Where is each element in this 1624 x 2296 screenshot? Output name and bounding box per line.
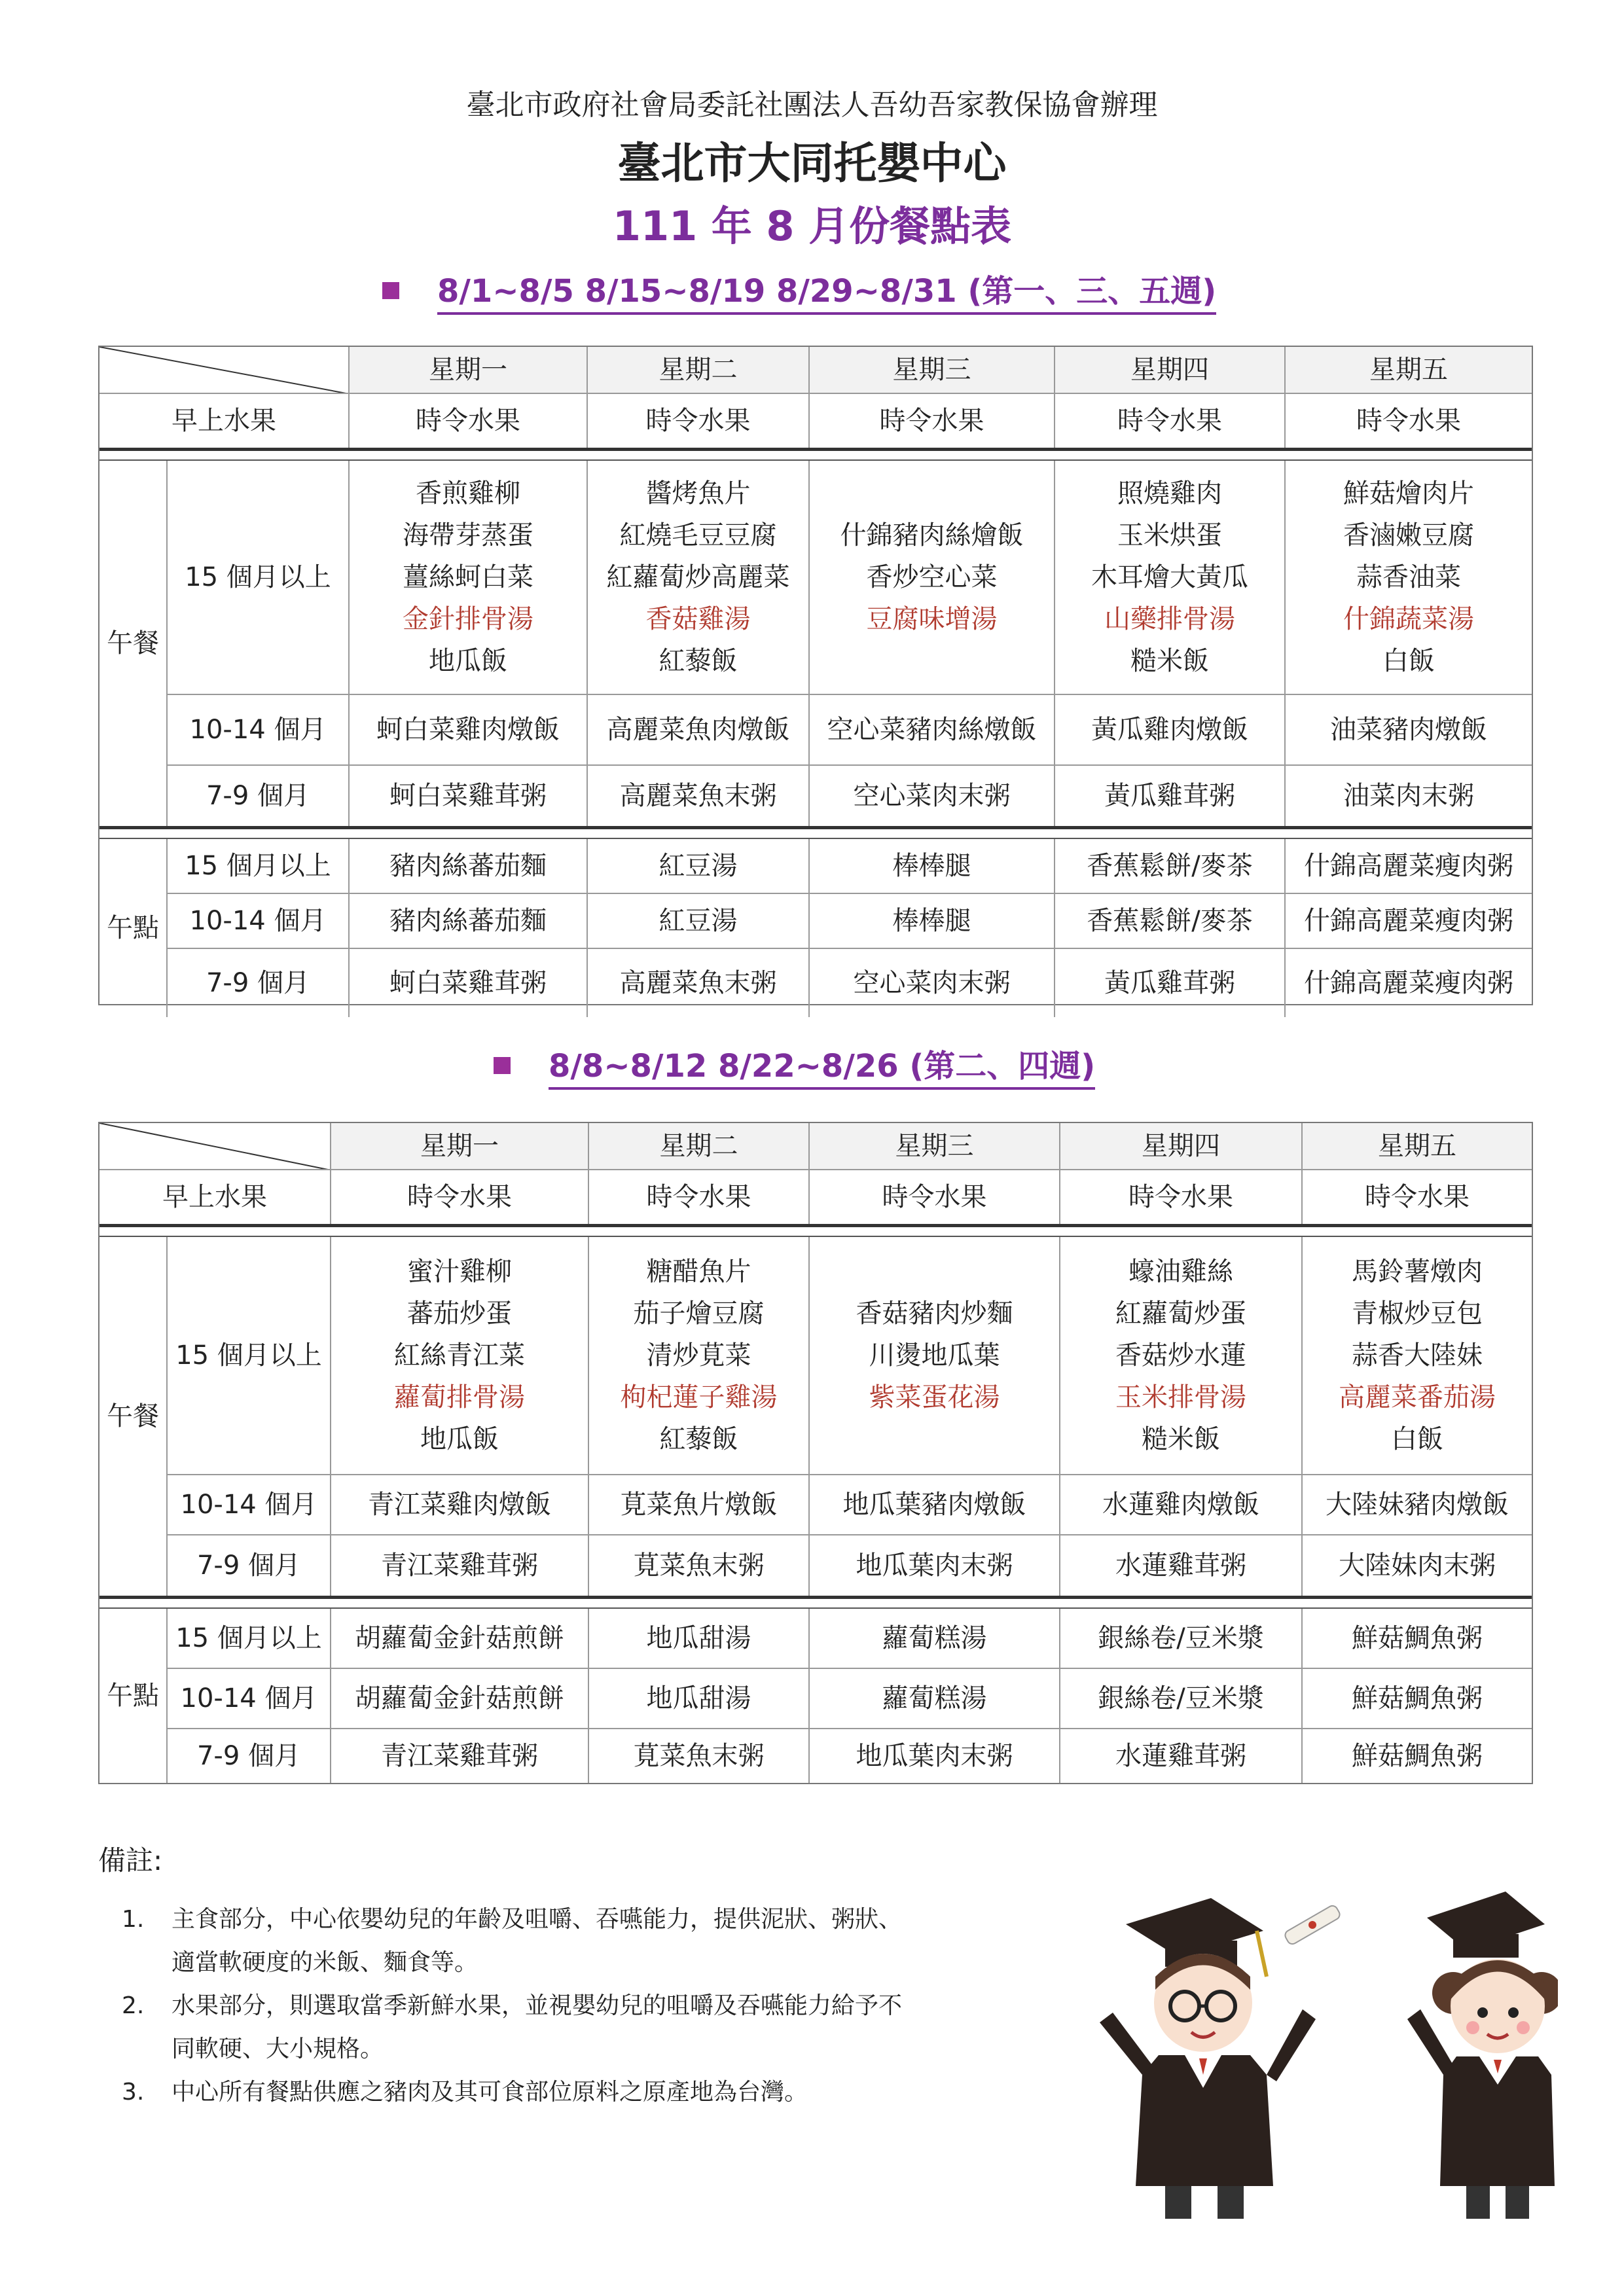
day-header: 星期四 [1055,347,1286,394]
square-bullet-icon [382,282,399,299]
lunch-cell: 蚵白菜雞肉燉飯 [350,695,588,766]
snack-cell: 地瓜甜湯 [589,1609,810,1669]
lunch-label: 午餐 [99,1237,168,1596]
lunch-cell: 高麗菜魚末粥 [588,766,810,826]
age-label: 10-14 個月 [168,1669,331,1729]
snack-cell: 胡蘿蔔金針菇煎餅 [331,1669,589,1729]
snack-cell: 地瓜葉肉末粥 [810,1729,1060,1783]
age-label: 10-14 個月 [168,894,350,949]
dish-item: 糙米飯 [1130,646,1209,676]
lunch-cell: 油菜肉末粥 [1343,780,1474,811]
breakfast-cell: 時令水果 [588,394,810,448]
dish-item: 蒜香大陸妹 [1352,1340,1483,1371]
dish-item: 青椒炒豆包 [1352,1299,1483,1329]
dish-item: 香炒空心菜 [866,562,998,592]
snack-cell: 水蓮雞茸粥 [1060,1729,1303,1783]
dish-item: 紅藜飯 [659,1424,738,1454]
age-label-7-9m: 7-9 個月 [168,766,350,826]
age-label: 7-9 個月 [168,1729,331,1783]
note-text: 同軟硬、大小規格。 [171,2036,384,2062]
soup-item: 山藥排骨湯 [1104,604,1235,634]
soup-item: 豆腐味增湯 [866,604,998,634]
square-bullet-icon [494,1057,511,1074]
soup-item: 蘿蔔排骨湯 [394,1382,525,1412]
note-number: 2. [122,1992,145,2019]
breakfast-cell: 時令水果 [331,1170,589,1224]
age-label: 15 個月以上 [168,839,350,894]
day-header: 星期五 [1286,347,1532,394]
dish-item: 清炒莧菜 [646,1340,751,1371]
snack-cell: 紅豆湯 [588,894,810,949]
soup-item: 枸杞蓮子雞湯 [620,1382,778,1412]
lunch-cell: 油菜豬肉燉飯 [1286,695,1532,766]
dish-item: 白飯 [1391,1424,1443,1454]
dish-item: 茄子燴豆腐 [633,1299,765,1329]
snack-cell: 鮮菇鯛魚粥 [1352,1740,1483,1771]
lunch-cell: 蚵白菜雞茸粥 [350,766,588,826]
day-header: 星期五 [1303,1123,1532,1170]
snack-cell: 胡蘿蔔金針菇煎餅 [331,1609,589,1669]
snack-cell: 豬肉絲蕃茄麵 [350,894,588,949]
lunch-cell: 莧菜魚末粥 [589,1535,810,1596]
dish-item: 香滷嫩豆腐 [1343,520,1474,550]
snack-cell: 什錦高麗菜瘦肉粥 [1286,839,1532,894]
week1-table [98,346,1533,1005]
lunch-menu-cell [589,1237,810,1475]
lunch-label: 午餐 [99,461,168,826]
snack-cell: 青江菜雞茸粥 [331,1729,589,1783]
dish-item: 紅燒毛豆豆腐 [619,520,777,550]
snack-cell: 銀絲卷/豆米漿 [1060,1669,1303,1729]
lunch-cell: 黃瓜雞肉燉飯 [1055,695,1286,766]
age-label-15m: 15 個月以上 [168,1237,331,1475]
age-label-7-9m: 7-9 個月 [168,1535,331,1596]
dish-item: 照燒雞肉 [1117,478,1222,509]
lunch-menu-cell [1055,461,1286,695]
note-number: 1. [122,1906,145,1933]
breakfast-label: 早上水果 [99,1170,331,1224]
lunch-menu-cell [331,1237,589,1475]
snack-cell: 莧菜魚末粥 [589,1729,810,1783]
notes-section [98,1839,1015,2114]
dish-item: 蒜香油菜 [1356,562,1461,592]
lunch-menu-cell [1060,1237,1303,1475]
note-item [98,2071,1015,2114]
note-item [98,1898,1015,1984]
corner-cell [99,1123,331,1170]
dish-item: 醬烤魚片 [645,478,751,509]
age-label-15m: 15 個月以上 [168,461,350,695]
lunch-cell: 高麗菜魚肉燉飯 [588,695,810,766]
lunch-menu-cell [350,461,588,695]
note-text: 適當軟硬度的米飯、麵食等。 [171,1949,478,1976]
day-header: 星期四 [1060,1123,1303,1170]
breakfast-label: 早上水果 [99,394,350,448]
menu-title: 111 年 8 月份餐點表 [612,202,1012,250]
corner-cell [99,347,350,394]
week2-table [98,1122,1533,1784]
dish-item: 玉米烘蛋 [1117,520,1222,550]
notes-title: 備註: [98,1844,163,1876]
girl-graduate-icon [1407,1892,1558,2219]
snack-cell: 香蕉鬆餅/麥茶 [1055,839,1286,894]
lunch-cell: 黃瓜雞茸粥 [1055,766,1286,826]
lunch-cell: 空心菜肉末粥 [810,766,1055,826]
day-header: 星期二 [589,1123,810,1170]
snack-cell: 紅豆湯 [588,839,810,894]
dish-item: 薑絲蚵白菜 [403,562,533,592]
dish-item: 紅蘿蔔炒高麗菜 [606,562,790,592]
week1-title: 8/1~8/5 8/15~8/19 8/29~8/31 (第一、三、五週) [437,273,1216,315]
soup-item: 香菇雞湯 [645,604,751,634]
dish-item: 紅絲青江菜 [394,1340,525,1371]
lunch-cell: 大陸妹豬肉燉飯 [1303,1475,1532,1535]
breakfast-cell: 時令水果 [1356,405,1461,436]
snack-cell: 香蕉鬆餅/麥茶 [1055,894,1286,949]
day-header: 星期一 [350,347,588,394]
soup-item: 什錦蔬菜湯 [1343,604,1474,634]
lunch-menu-cell [1286,461,1532,695]
dish-item: 木耳燴大黃瓜 [1091,562,1248,592]
lunch-cell: 水蓮雞肉燉飯 [1060,1475,1303,1535]
diagonal-line-icon [99,1123,331,1170]
lunch-menu-cell [588,461,810,695]
age-label-10-14m: 10-14 個月 [168,1475,331,1535]
lunch-cell: 空心菜豬肉絲燉飯 [810,695,1055,766]
dish-item: 地瓜飯 [420,1424,499,1454]
day-header: 星期三 [810,347,1055,394]
note-text: 中心所有餐點供應之豬肉及其可食部位原料之原產地為台灣。 [171,2079,808,2106]
dish-item: 蕃茄炒蛋 [407,1299,512,1329]
snack-label: 午點 [99,839,168,1017]
soup-item: 金針排骨湯 [403,604,533,634]
breakfast-cell: 時令水果 [1055,394,1286,448]
dish-item: 香菇豬肉炒麵 [856,1299,1013,1329]
snack-cell: 棒棒腿 [810,839,1055,894]
lunch-menu-cell [1303,1237,1532,1475]
snack-cell: 空心菜肉末粥 [810,949,1055,1017]
lunch-cell: 地瓜葉豬肉燉飯 [810,1475,1060,1535]
dish-item: 什錦豬肉絲燴飯 [840,520,1024,550]
lunch-cell: 青江菜雞肉燉飯 [331,1475,589,1535]
dish-item: 蠔油雞絲 [1128,1257,1233,1287]
boy-graduate-icon [1100,1898,1316,2219]
snack-cell: 蘿蔔糕湯 [810,1609,1060,1669]
snack-cell: 銀絲卷/豆米漿 [1060,1609,1303,1669]
snack-cell: 地瓜甜湯 [589,1669,810,1729]
week1-heading [382,266,1216,311]
organizer-line: 臺北市政府社會局委託社團法人吾幼吾家教保協會辦理 [466,88,1158,122]
soup-item: 玉米排骨湯 [1115,1382,1246,1412]
dish-item: 紅蘿蔔炒蛋 [1115,1299,1246,1329]
note-item [98,1984,1015,2071]
snack-cell: 鮮菇鯛魚粥 [1303,1669,1532,1729]
soup-item: 紫菜蛋花湯 [869,1382,1000,1412]
snack-cell: 什錦高麗菜瘦肉粥 [1286,894,1532,949]
dish-item: 地瓜飯 [429,646,507,676]
snack-cell: 棒棒腿 [810,894,1055,949]
snack-label: 午點 [99,1609,168,1783]
lunch-menu-cell [810,1237,1060,1475]
center-name: 臺北市大同托嬰中心 [617,138,1007,188]
snack-cell: 鮮菇鯛魚粥 [1303,1609,1532,1669]
dish-item: 紅藜飯 [659,646,738,676]
day-header: 星期一 [331,1123,589,1170]
dish-item: 糙米飯 [1142,1424,1220,1454]
age-label: 15 個月以上 [168,1609,331,1669]
dish-item: 鮮菇燴肉片 [1343,478,1474,509]
snack-cell: 高麗菜魚末粥 [588,949,810,1017]
dish-item: 糖醋魚片 [646,1257,751,1287]
lunch-cell: 水蓮雞茸粥 [1060,1535,1303,1596]
day-header: 星期三 [810,1123,1060,1170]
snack-cell: 蚵白菜雞茸粥 [350,949,588,1017]
lunch-cell: 莧菜魚片燉飯 [589,1475,810,1535]
dish-item: 香菇炒水蓮 [1115,1340,1246,1371]
note-text: 水果部分，則選取當季新鮮水果，並視嬰幼兒的咀嚼及吞嚥能力給予不 [171,1992,903,2019]
breakfast-cell: 時令水果 [1365,1181,1470,1212]
note-number: 3. [122,2079,145,2106]
snack-cell: 黃瓜雞茸粥 [1055,949,1286,1017]
dish-item: 香煎雞柳 [416,478,520,509]
dish-item: 川燙地瓜葉 [869,1340,1000,1371]
age-label: 7-9 個月 [168,949,350,1017]
snack-cell: 蘿蔔糕湯 [810,1669,1060,1729]
dish-item: 馬鈴薯燉肉 [1352,1257,1483,1287]
breakfast-cell: 時令水果 [1060,1170,1303,1224]
snack-cell: 豬肉絲蕃茄麵 [350,839,588,894]
dish-item: 白飯 [1382,646,1435,676]
soup-item: 高麗菜番茄湯 [1339,1382,1496,1412]
dish-item: 蜜汁雞柳 [407,1257,512,1287]
lunch-menu-cell [810,461,1055,695]
lunch-cell: 大陸妹肉末粥 [1339,1550,1496,1581]
breakfast-cell: 時令水果 [810,1170,1060,1224]
diagonal-line-icon [99,347,350,394]
age-label-10-14m: 10-14 個月 [168,695,350,766]
note-text: 主食部分，中心依嬰幼兒的年齡及咀嚼、吞嚥能力，提供泥狀、粥狀、 [171,1906,903,1933]
breakfast-cell: 時令水果 [589,1170,810,1224]
graduates-illustration [1087,1878,1558,2245]
lunch-cell: 地瓜葉肉末粥 [810,1535,1060,1596]
breakfast-cell: 時令水果 [810,394,1055,448]
diploma-icon [1284,1904,1342,1946]
week2-title: 8/8~8/12 8/22~8/26 (第二、四週) [549,1048,1095,1090]
snack-cell: 什錦高麗菜瘦肉粥 [1304,967,1513,998]
lunch-cell: 青江菜雞茸粥 [331,1535,589,1596]
dish-item: 海帶芽蒸蛋 [403,520,533,550]
week2-heading [494,1041,1095,1086]
breakfast-cell: 時令水果 [350,394,588,448]
day-header: 星期二 [588,347,810,394]
